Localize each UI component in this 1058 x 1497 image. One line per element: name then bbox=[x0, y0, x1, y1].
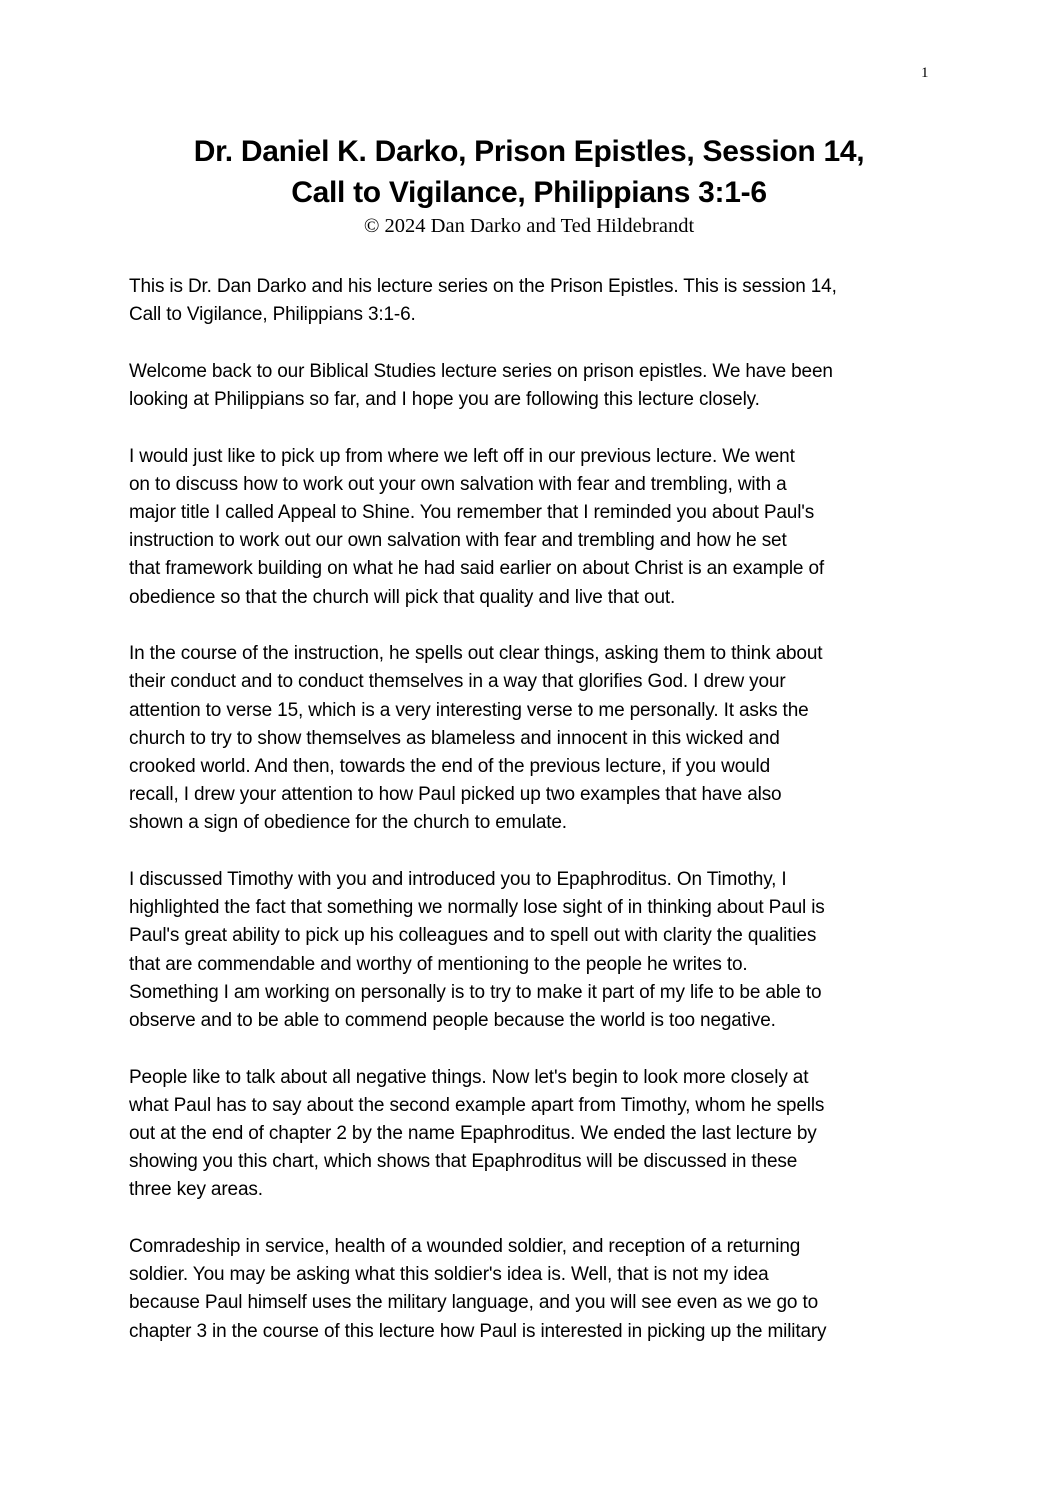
paragraph-line: This is Dr. Dan Darko and his lecture series on the Prison Epistles. This is session 14, bbox=[129, 276, 837, 297]
paragraph-line: three key areas. bbox=[129, 1179, 263, 1201]
paragraph-line: highlighted the fact that something we normally lose sight of in thinking about Paul is bbox=[129, 897, 825, 919]
paragraph-line: what Paul has to say about the second example apart from Timothy, whom he spells bbox=[129, 1094, 825, 1116]
paragraph-line: Paul's great ability to pick up his colleagues and to spell out with clarity the qualities bbox=[129, 925, 817, 947]
paragraph-line: crooked world. And then, towards the end of the previous lecture, if you would bbox=[129, 756, 771, 778]
copyright-notice: © 2024 Dan Darko and Ted Hildebrandt bbox=[363, 215, 695, 237]
paragraph-line: Call to Vigilance, Philippians 3:1-6. bbox=[129, 304, 416, 326]
paragraph-line: showing you this chart, which shows that Epaphroditus will be discussed in these bbox=[129, 1151, 798, 1173]
paragraph-line: because Paul himself uses the military language, and you will see even as we go to bbox=[129, 1292, 818, 1314]
paragraph-line: their conduct and to conduct themselves in a way that glorifies God. I drew your bbox=[129, 671, 786, 693]
document-body bbox=[129, 273, 949, 1374]
paragraph-line: that framework building on what he had said earlier on about Christ is an example of bbox=[129, 558, 825, 580]
paragraph-5 bbox=[129, 866, 949, 1035]
paragraph-line: shown a sign of obedience for the church to emulate. bbox=[129, 812, 567, 834]
paragraph-line: attention to verse 15, which is a very interesting verse to me personally. It asks the bbox=[129, 699, 809, 721]
page-number: 1 bbox=[921, 65, 929, 81]
paragraph-line: observe and to be able to commend people because the world is too negative. bbox=[129, 1010, 776, 1032]
document-title-line-2: Call to Vigilance, Philippians 3:1-6 bbox=[291, 176, 767, 209]
paragraph-line: looking at Philippians so far, and I hope you are following this lecture closely. bbox=[129, 389, 760, 410]
paragraph-7 bbox=[129, 1233, 949, 1346]
paragraph-line: obedience so that the church will pick that quality and live that out. bbox=[129, 586, 676, 608]
paragraph-line: Something I am working on personally is to try to make it part of my life to be able to bbox=[129, 981, 822, 1003]
paragraph-line: on to discuss how to work out your own salvation with fear and trembling, with a bbox=[129, 473, 787, 495]
paragraph-2 bbox=[129, 358, 949, 414]
paragraph-line: recall, I drew your attention to how Paul picked up two examples that have also bbox=[129, 784, 782, 806]
paragraph-line: that are commendable and worthy of mentioning to the people he writes to. bbox=[129, 953, 748, 975]
document-title-line-1: Dr. Daniel K. Darko, Prison Epistles, Session 14, bbox=[193, 135, 865, 168]
title-block bbox=[0, 131, 1058, 239]
paragraph-line: chapter 3 in the course of this lecture how Paul is interested in picking up the military bbox=[129, 1320, 827, 1342]
paragraph-line: I would just like to pick up from where we left off in our previous lecture. We went bbox=[129, 445, 795, 467]
paragraph-1 bbox=[129, 273, 949, 329]
paragraph-3 bbox=[129, 443, 949, 612]
paragraph-line: major title I called Appeal to Shine. You remember that I reminded you about Paul's bbox=[129, 502, 815, 523]
paragraph-4 bbox=[129, 640, 949, 837]
paragraph-line: Comradeship in service, health of a wounded soldier, and reception of a returning bbox=[129, 1236, 801, 1258]
paragraph-line: instruction to work out our own salvation with fear and trembling and how he set bbox=[129, 530, 787, 552]
paragraph-6 bbox=[129, 1064, 949, 1205]
paragraph-line: I discussed Timothy with you and introduced you to Epaphroditus. On Timothy, I bbox=[129, 869, 787, 891]
paragraph-line: church to try to show themselves as blameless and innocent in this wicked and bbox=[129, 727, 780, 749]
paragraph-line: out at the end of chapter 2 by the name Epaphroditus. We ended the last lecture by bbox=[129, 1123, 817, 1145]
paragraph-line: People like to talk about all negative things. Now let's begin to look more closely at bbox=[129, 1066, 809, 1088]
paragraph-line: soldier. You may be asking what this soldier's idea is. Well, that is not my idea bbox=[129, 1264, 769, 1286]
paragraph-line: In the course of the instruction, he spells out clear things, asking them to think about bbox=[129, 643, 823, 665]
paragraph-line: Welcome back to our Biblical Studies lecture series on prison epistles. We have been bbox=[129, 360, 833, 382]
